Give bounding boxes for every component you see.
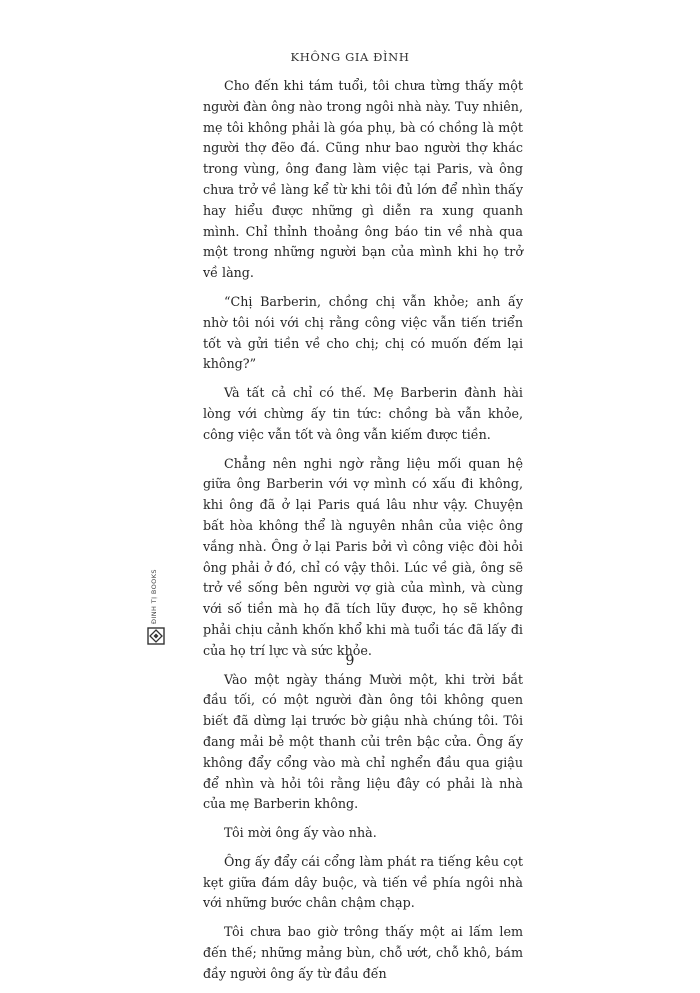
paragraph: Tôi chưa bao giờ trông thấy một ai lấm lem đến thế; những mảng bùn, chỗ ướt, chỗ khô, bám đầy người ông ấy từ đầu đến: [203, 924, 523, 981]
paragraph: “Chị Barberin, chồng chị vẫn khỏe; anh ấy nhờ tôi nói với chị rằng công việc vẫn tiến triển tốt và gửi tiền về cho chị; chị có muốn đếm lại không?”: [203, 293, 523, 372]
running-header: KHÔNG GIA ĐÌNH: [290, 50, 410, 64]
body-text: [203, 76, 523, 993]
paragraph: Chẳng nên nghi ngờ rằng liệu mối quan hệ giữa ông Barberin với vợ mình có xấu đi không, khi ông đã ở lại Paris quá lâu như vậy. Chuyện bất hòa không thể là nguyên nhân của việc ông vắng nhà. Ông ở lại Paris bởi vì công việc đòi hỏi ông phải ở đó, chỉ có vậy thôi. Lúc về già, ông sẽ trở về sống bên người vợ già của mình, và cùng với số tiền mà họ đã tích lũy được, họ sẽ không phải chịu cảnh khốn khổ khi mà tuổi tác đã lấy đi của họ trí lực và sức khỏe.: [203, 455, 523, 658]
paragraph: Ông ấy đẩy cái cổng làm phát ra tiếng kêu cọt kẹt giữa đám dây buộc, và tiến về phía ngôi nhà với những bước chân chậm chạp.: [203, 853, 523, 911]
page-number: 9: [345, 653, 355, 669]
publisher-name: ĐINH TỊ BOOKS: [150, 569, 158, 624]
paragraph: Tôi mời ông ấy vào nhà.: [224, 825, 377, 841]
dinh-ti-logo-icon: [147, 627, 165, 645]
paragraph: Cho đến khi tám tuổi, tôi chưa từng thấy một người đàn ông nào trong ngôi nhà này. Tuy nhiên, mẹ tôi không phải là góa phụ, bà có chồng là một người thợ đẽo đá. Cũng như bao người thợ khác trong vùng, ông đang làm việc tại Paris, và ông chưa trở về làng kể từ khi tôi đủ lớn để nhìn thấy hay hiểu được những gì diễn ra xung quanh mình. Chỉ thỉnh thoảng ông báo tin về nhà qua một trong những người bạn của mình khi họ trở về làng.: [203, 78, 523, 281]
paragraph: Vào một ngày tháng Mười một, khi trời bắt đầu tối, có một người đàn ông tôi không quen biết đã dừng lại trước bờ giậu nhà chúng tôi. Tôi đang mải bẻ một thanh củi trên bậc cửa. Ông ấy không đẩy cổng vào mà chỉ nghển đầu qua giậu để nhìn và hỏi tôi rằng liệu đây có phải là nhà của mẹ Barberin không.: [203, 671, 523, 812]
paragraph: Và tất cả chỉ có thế. Mẹ Barberin đành hài lòng với chừng ấy tin tức: chồng bà vẫn khỏe, công việc vẫn tốt và ông vẫn kiếm được tiền.: [203, 385, 523, 442]
